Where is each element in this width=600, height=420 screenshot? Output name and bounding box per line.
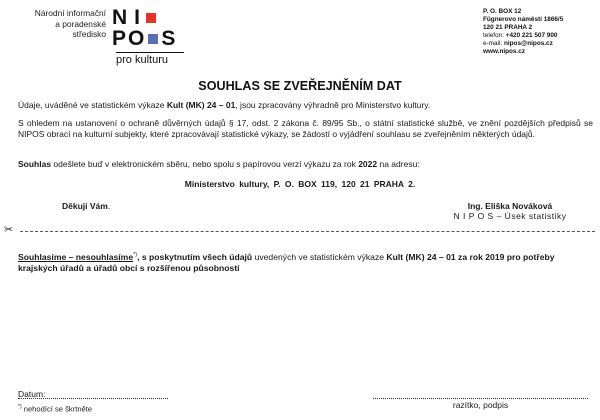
signature-label: razítko, podpis (452, 400, 509, 410)
footnote-text: nehodící se škrtněte (21, 404, 93, 414)
consent-part3: Kult (MK) 24 – 01 za rok 2019 pro potřeby krajských úřadů a úřadů obcí s rozšířenou působností (18, 251, 555, 274)
date-label: Datum: (18, 389, 46, 399)
logo-red-square-icon (146, 13, 156, 23)
mailing-address: Ministerstvo kultury, P. O. BOX 119, 120 21 PRAHA 2. (184, 179, 416, 189)
signature-field-line[interactable] (373, 398, 588, 399)
contact-email-label: e-mail: (483, 40, 503, 48)
document-title: SOUHLAS SE ZVEŘEJNĚNÍM DAT (198, 79, 402, 93)
contact-phone-label: telefon: (483, 32, 504, 40)
organization-name (6, 8, 106, 40)
signer-unit: N I P O S – Úsek statistiky (453, 211, 567, 221)
p3-mid: odešlete buď v elektronickém sběru, nebo spolu s papírovou verzí výkazu za rok (51, 159, 359, 169)
logo-letter-p: P (112, 27, 127, 50)
contact-pobox: P. O. BOX 12 (483, 8, 522, 15)
thanks-line (62, 201, 110, 211)
signer-name: Ing. Eliška Nováková (467, 201, 553, 211)
logo-letter-i: I (134, 6, 141, 29)
org-name-line: a poradenské (55, 18, 106, 29)
consent-part1: , s poskytnutím všech údajů (137, 251, 253, 262)
logo-letter-n: N (112, 6, 128, 29)
p3-consent-word: Souhlas (18, 159, 52, 169)
logo-letter-s: S (161, 27, 176, 50)
logo-subtitle: pro kulturu (116, 52, 184, 66)
nipos-logo (112, 8, 192, 68)
p1-form-code: Kult (MK) 24 – 01 (166, 100, 236, 110)
p3-end: na adresu: (377, 159, 420, 169)
p1-pre: Údaje, uváděné ve statistickém výkaze (18, 100, 167, 110)
contact-email-row (483, 40, 563, 48)
date-field-line[interactable] (18, 398, 168, 399)
contact-city: 120 21 PRAHA 2 (483, 24, 533, 32)
contact-street: Fügnerovo náměstí 1866/5 (483, 16, 564, 24)
footnote (18, 404, 92, 414)
signer-block (430, 201, 590, 221)
p1-post: , jsou zpracovány výhradně pro Ministerstvo kultury. (235, 100, 431, 110)
consent-statement (18, 250, 593, 275)
scissors-icon: ✂ (4, 224, 14, 236)
consent-footnote-mark: *) (133, 252, 138, 258)
logo-row-2 (112, 29, 175, 49)
contact-email[interactable]: nipos@nipos.cz (503, 40, 553, 48)
org-name-line: středisko (72, 29, 106, 39)
logo-row-1 (112, 8, 156, 28)
logo-letter-o: O (128, 27, 145, 50)
cut-line (20, 231, 595, 232)
contact-phone-row (483, 32, 563, 40)
contact-web[interactable]: www.nipos.cz (483, 48, 526, 56)
thanks-text: Děkuji Vám (62, 201, 108, 211)
thanks-dot: . (107, 201, 111, 211)
logo-blue-square-icon (148, 34, 158, 44)
consent-part2: uvedených ve statistickém výkaze (252, 251, 387, 262)
p3-year: 2022 (358, 159, 378, 169)
consent-option[interactable]: Souhlasíme – nesouhlasíme (18, 251, 134, 262)
footnote-mark: *) (18, 404, 22, 410)
contact-block (483, 8, 563, 57)
paragraph-intro (18, 100, 593, 111)
contact-phone: +420 221 507 900 (505, 32, 558, 40)
org-name-line: Národní informační (34, 8, 106, 18)
paragraph-legal: S ohledem na ustanovení o ochraně důvěrných údajů § 17, odst. 2 zákona č. 89/95 Sb., o státní statistické službě, ve znění pozdějších předpisů se NIPOS obrací na kulturní subjekty, které zpracovávají statistické výkazy, se žádostí o vyjádření souhlasu se zveřejněním některých údajů. (18, 118, 593, 139)
paragraph-instructions (18, 159, 593, 170)
